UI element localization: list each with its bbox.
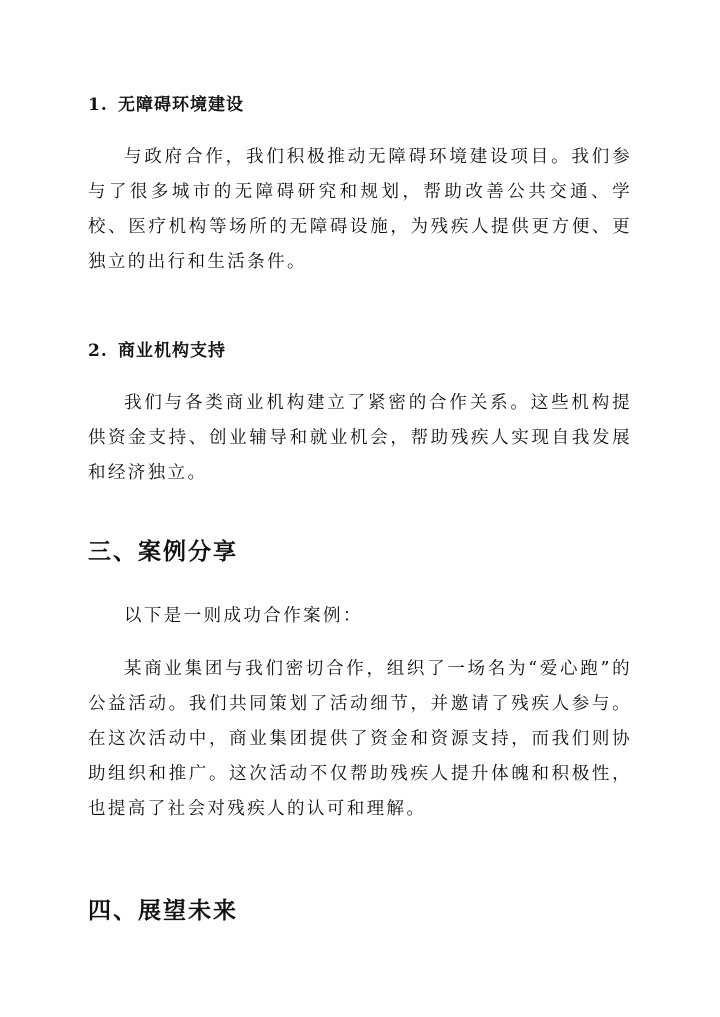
section-heading-accessibility (88, 90, 244, 115)
case-intro: 以下是一则成功合作案例： (124, 606, 363, 626)
section-number: 2. (88, 341, 108, 361)
section-heading-business (88, 336, 226, 361)
paragraph-case-story: 某商业集团与我们密切合作，组织了一场名为“爱心跑”的公益活动。我们共同策划了活动细节，并邀请了残疾人参与。在这次活动中，商业集团提供了资金和资源支持，而我们则协助组织和推广。这次活动不仅帮助残疾人提升体魄和积极性，也提高了社会对残疾人的认可和理解。 (88, 659, 632, 819)
section-title: 商业机构支持 (118, 341, 226, 361)
heading-case-sharing: 三、案例分享 (88, 538, 238, 565)
heading-outlook: 四、展望未来 (88, 897, 238, 924)
paragraph-accessibility: 与政府合作，我们积极推动无障碍环境建设项目。我们参与了很多城市的无障碍研究和规划，帮助改善公共交通、学校、医疗机构等场所的无障碍设施，为残疾人提供更方便、更独立的出行和生活条件。 (88, 147, 632, 272)
section-number: 1. (88, 95, 108, 115)
section-title: 无障碍环境建设 (118, 95, 244, 115)
paragraph-business: 我们与各类商业机构建立了紧密的合作关系。这些机构提供资金支持、创业辅导和就业机会，帮助残疾人实现自我发展和经济独立。 (88, 393, 632, 483)
